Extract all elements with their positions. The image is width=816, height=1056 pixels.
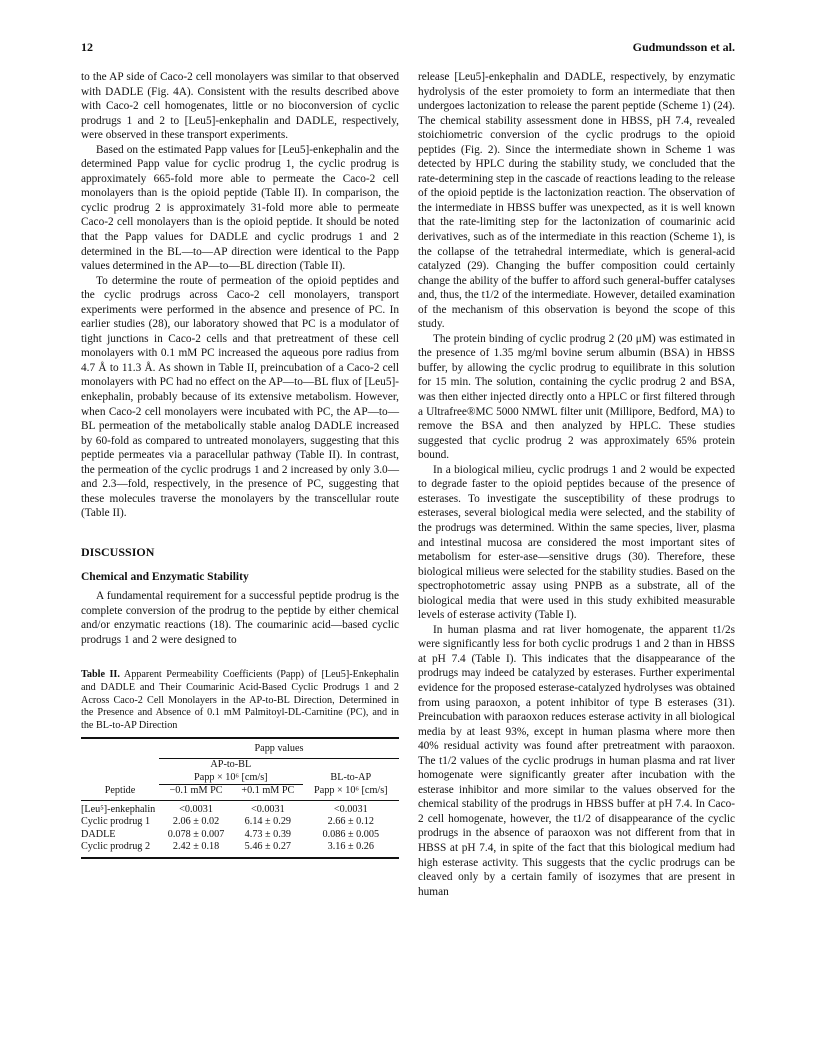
paragraph: to the AP side of Caco-2 cell monolayers was similar to that observed with DADLE (Fig. 4A). Consistent with the results described above with Caco-2 cell homogenates, little or no bioconversion of cyclic prodrugs 1 and 2 to [Leu5]-enkephalin and DADLE, respectively, were observed in these transport experiments.	[81, 71, 399, 142]
cell-plus-pc: 5.46 ± 0.27	[233, 841, 303, 858]
cell-minus-pc: 2.06 ± 0.02	[172, 816, 220, 828]
section-heading: DISCUSSION	[81, 544, 155, 559]
cell-plus-pc: 4.73 ± 0.39	[244, 828, 292, 840]
header-ap-unit: Papp × 10⁶ [cm/s]	[159, 772, 303, 785]
cell-minus-pc: <0.0031	[179, 803, 213, 815]
header-ap-to-bl: AP-to-BL	[210, 759, 252, 771]
header-papp-values: Papp values	[159, 738, 399, 759]
cell-peptide: [Leu⁵]-enkephalin	[81, 803, 156, 815]
permeability-table	[81, 737, 399, 859]
page-header	[81, 40, 735, 56]
table-row	[81, 800, 399, 816]
cell-peptide: DADLE	[81, 828, 116, 840]
cell-bl-ap: <0.0031	[333, 803, 368, 815]
cell-peptide: Cyclic prodrug 2	[81, 841, 159, 858]
cell-peptide: Cyclic prodrug 1	[81, 816, 151, 828]
paragraph: In a biological milieu, cyclic prodrugs 1 and 2 would be expected to degrade faster to the opioid peptides because of the presence of esterases. To investigate the susceptibility of these prodrugs to esterases, several biological media were selected, and the stability of the prodrugs was determined. Within the same species, liver, plasma and intestinal mucosa are considered the most important sites of metabolism for ester-ase—sensitive drugs (30). Therefore, these biological milieus were selected for the stability studies. Based on the spectrophotometric assay using PNPB as a substrate, all of the biological media that were used in this study exhibited measurable levels of esterase activity (Table I).	[418, 463, 735, 622]
page-number: 12	[81, 40, 93, 54]
cell-minus-pc: 2.42 ± 0.18	[159, 841, 233, 858]
table-caption-label: Table II.	[81, 669, 120, 681]
paragraph: The protein binding of cyclic prodrug 2 (20 μM) was estimated in the presence of 1.35 mg/ml bovine serum albumin (BSA) in HBSS buffer, by allowing the cyclic prodrug to equilibrate in this solution for 15 min. The solution, containing the cyclic prodrug 2 and BSA, was then either injected directly onto a HPLC or first filtered through a Ultrafree®MC 5000 NMWL filter unit (Millipore, Bedford, MA) to remove the BSA and then analyzed by HPLC. These studies suggested that cyclic prodrug 2 was approximately 65% protein bound.	[418, 332, 735, 462]
table-row	[81, 829, 399, 842]
paragraph: In human plasma and rat liver homogenate, the apparent t1/2s were significantly less for both cyclic prodrugs 1 and 2 than in HBSS at pH 7.4 (Table I). This indicates that the disappearance of the prodrugs may indeed be catalyzed by esterases. Further experimental evidence for the proposed esterase-catalyzed hydrolyses was obtained from using paraoxon, a potent inhibitor of type B esterases (31). Preincubation with paraoxon reduces esterase activity in all biological media by at least 93%, except in human plasma where more then 40% residual activity was found after pretreatment with paraoxon. The t1/2 values of the cyclic prodrugs in human plasma and rat liver homogenate were significantly greater after incubation with the esterase inhibitor and more similar to the values observed for the chemical stability of the prodrugs in HBSS buffer at pH 7.4. In Caco-2 cell homogenate, however, the t1/2 of disappearance of the cyclic prodrugs in the absence of paraoxon was not different from that in HBSS at pH 7.4, in spite of the fact that this biological medium had high esterase activity. This suggests that the cyclic prodrugs can be cleaved only by a certain family of isozymes that are present in human	[418, 623, 735, 898]
right-column	[418, 70, 735, 899]
cell-bl-ap: 2.66 ± 0.12	[327, 816, 374, 828]
table-row	[81, 816, 399, 829]
cell-minus-pc: 0.078 ± 0.007	[167, 828, 225, 840]
left-column	[81, 70, 399, 859]
header-plus-pc: +0.1 mM PC	[233, 785, 303, 801]
header-bl-unit: Papp × 10⁶ [cm/s]	[303, 785, 399, 801]
cell-plus-pc: 6.14 ± 0.29	[244, 816, 292, 828]
header-peptide: Peptide	[81, 785, 159, 801]
paragraph: A fundamental requirement for a successful peptide prodrug is the complete conversion of the prodrug to the peptide by either chemical and/or enzymatic reactions (18). The coumarinic acid—based cyclic prodrugs 1 and 2 were designed to	[81, 590, 399, 646]
table-caption-text: Apparent Permeability Coefficients (Papp) of [Leu5]-Enkephalin and DADLE and Their Coumarinic Acid-Based Cyclic Prodrugs 1 and 2 Across Caco-2 Cell Monolayers in the AP-to-BL Direction, Determined in the Presence and Absence of 0.1 mM Palmitoyl-DL-Carnitine (PC), and in the BL-to-AP Direction	[81, 669, 399, 732]
header-bl-to-ap: BL-to-AP	[330, 772, 372, 784]
cell-plus-pc: <0.0031	[250, 803, 285, 815]
cell-bl-ap: 0.086 ± 0.005	[322, 828, 380, 840]
table-caption	[81, 669, 399, 733]
paragraph: To determine the route of permeation of the opioid peptides and the cyclic prodrugs across Caco-2 cell monolayers, transport experiments were performed in the absence and presence of PC. In earlier studies (28), our laboratory showed that PC is a modulator of tight junctions in Caco-2 cells and that pretreatment of these cell monolayers with 0.1 mM PC increased the aqueous pore radius from 4.7 Å to 11.3 Å. As shown in Table II, preincubation of a Caco-2 cell monolayers with PC had no effect on the AP—to—BL flux of [Leu5]-enkephalin, probably because of its extensive metabolism. However, when Caco-2 cell monolayers were incubated with PC, the AP—to—BL permeation of the metabolically stable analog DADLE increased by 60-fold as compared to untreated monolayers, suggesting that this peptide permeates via a paracellular pathway (Table II). In contrast, the permeation of the cyclic prodrugs 1 and 2 increased by only 3.0— and 2.3—fold, respectively, in the presence of PC, suggesting that these molecules traverse the monolayers by the transcellular route (Table II).	[81, 274, 399, 520]
cell-bl-ap: 3.16 ± 0.26	[303, 841, 399, 858]
header-minus-pc: −0.1 mM PC	[159, 785, 233, 801]
paragraph: release [Leu5]-enkephalin and DADLE, respectively, by enzymatic hydrolysis of the ester promoiety to form an intermediate that then undergoes lactonization to release the parent peptide (Scheme 1) (24). The chemical stability assessment done in HBSS, pH 7.4, revealed stoichiometric conversion of the cyclic prodrugs to the opioid peptides (Fig. 2). Since the intermediate shown in Scheme 1 was detected by HPLC during the stability study, we concluded that the rate-determining step in the cascade of reactions leading to the release of the opioid peptide is the lactonization reaction. The observation of the intermediate in HBSS buffer was unexpected, as it is well known that the rate-limiting step for the lactonization of coumarinic acid derivatives, such as of the intermediate in this reaction (Scheme 1), is the collapse of the tetrahedral intermediate, which is general-acid catalyzed (29). Changing the buffer composition could certainly change the ability of the buffer to afford such general-buffer catalyses and, thus, the t1/2 of the intermediate. However, detailed examination of the mechanism of this observation is beyond the scope of this study.	[418, 71, 735, 331]
table-row	[81, 841, 399, 858]
paragraph: Based on the estimated Papp values for [Leu5]-enkephalin and the determined Papp value for cyclic prodrug 1, the cyclic prodrug is approximately 665-fold more able to permeate the Caco-2 cell monolayers than is the opioid peptide (Table II). In comparison, the cyclic prodrug 2 is approximately 31-fold more able to permeate Caco-2 cell monolayers than is the opioid peptide. It should be noted that the Papp values for DADLE and cyclic prodrugs 1 and 2 determined in the BL—to—AP direction were identical to the Papp values determined in the AP—to—BL direction (Table II).	[81, 143, 399, 273]
running-head: Gudmundsson et al.	[632, 40, 735, 54]
subsection-heading: Chemical and Enzymatic Stability	[81, 570, 249, 583]
